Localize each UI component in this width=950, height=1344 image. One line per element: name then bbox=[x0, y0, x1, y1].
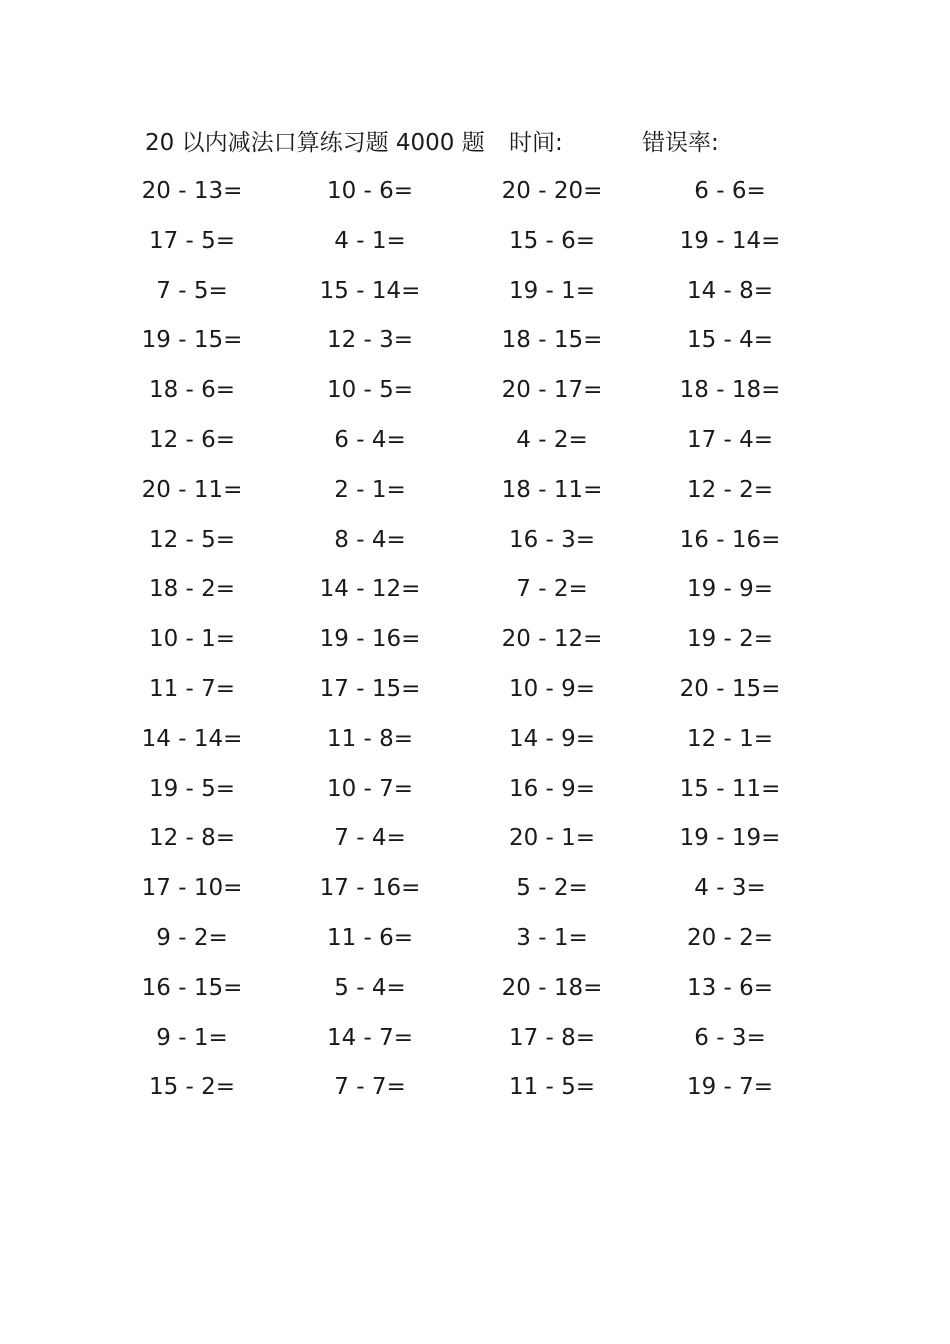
problem: 12 - 1= bbox=[686, 725, 774, 752]
problem: 3 - 1= bbox=[516, 924, 588, 951]
problem: 17 - 4= bbox=[686, 426, 774, 453]
problem: 12 - 3= bbox=[326, 327, 414, 354]
problem: 12 - 5= bbox=[148, 526, 236, 553]
problem: 6 - 4= bbox=[334, 426, 406, 453]
problem: 20 - 20= bbox=[501, 178, 603, 204]
problem-row bbox=[0, 664, 950, 714]
problem: 9 - 1= bbox=[156, 1024, 228, 1051]
problem: 15 - 2= bbox=[148, 1074, 236, 1101]
problem: 14 - 8= bbox=[686, 277, 774, 304]
problem-row bbox=[0, 216, 950, 266]
worksheet-title: 20 以内减法口算练习题 4000 题 bbox=[145, 130, 485, 156]
problem: 11 - 5= bbox=[508, 1074, 596, 1101]
problem: 19 - 2= bbox=[686, 626, 774, 653]
problem: 11 - 6= bbox=[326, 924, 414, 951]
problem: 16 - 9= bbox=[508, 775, 596, 802]
problem: 11 - 8= bbox=[326, 725, 414, 752]
problem: 17 - 5= bbox=[148, 227, 236, 254]
problem-row bbox=[0, 564, 950, 614]
problem: 20 - 11= bbox=[141, 476, 243, 503]
problem: 17 - 8= bbox=[508, 1024, 596, 1051]
problem: 20 - 15= bbox=[679, 675, 781, 702]
problem: 7 - 2= bbox=[516, 576, 588, 603]
problem-grid bbox=[0, 166, 950, 1112]
problem: 4 - 3= bbox=[694, 875, 766, 902]
problem: 19 - 7= bbox=[686, 1074, 774, 1101]
problem: 14 - 9= bbox=[508, 725, 596, 752]
problem: 18 - 15= bbox=[501, 327, 603, 354]
problem-row bbox=[0, 1013, 950, 1063]
problem: 12 - 2= bbox=[686, 476, 774, 503]
problem-row bbox=[0, 963, 950, 1013]
problem: 16 - 16= bbox=[679, 526, 781, 553]
problem: 19 - 1= bbox=[508, 277, 596, 304]
problem: 5 - 4= bbox=[334, 974, 406, 1001]
problem: 10 - 7= bbox=[326, 775, 414, 802]
problem: 12 - 6= bbox=[148, 426, 236, 453]
problem: 15 - 14= bbox=[319, 277, 421, 304]
problem: 15 - 11= bbox=[679, 775, 781, 802]
problem: 15 - 4= bbox=[686, 327, 774, 354]
problem: 20 - 1= bbox=[508, 825, 596, 852]
problem: 20 - 17= bbox=[501, 377, 603, 404]
time-label: 时间: bbox=[509, 130, 563, 156]
problem: 5 - 2= bbox=[516, 875, 588, 902]
problem: 4 - 2= bbox=[516, 426, 588, 453]
problem: 13 - 6= bbox=[686, 974, 774, 1001]
problem-row bbox=[0, 714, 950, 764]
problem: 18 - 11= bbox=[501, 476, 603, 503]
problem: 2 - 1= bbox=[334, 476, 406, 503]
problem-row bbox=[0, 415, 950, 465]
problem: 6 - 3= bbox=[694, 1024, 766, 1051]
problem: 19 - 14= bbox=[679, 227, 781, 254]
problem-row bbox=[0, 913, 950, 963]
error-rate-label: 错误率: bbox=[642, 130, 719, 156]
problem-row bbox=[0, 166, 950, 216]
problem-row bbox=[0, 365, 950, 415]
problem: 9 - 2= bbox=[156, 924, 228, 951]
problem: 19 - 16= bbox=[319, 626, 421, 653]
problem-row bbox=[0, 764, 950, 814]
problem: 15 - 6= bbox=[508, 227, 596, 254]
problem: 19 - 19= bbox=[679, 825, 781, 852]
problem: 17 - 10= bbox=[141, 875, 243, 902]
problem-row bbox=[0, 813, 950, 863]
problem: 4 - 1= bbox=[334, 227, 406, 254]
problem: 19 - 9= bbox=[686, 576, 774, 603]
problem: 19 - 15= bbox=[141, 327, 243, 354]
problem: 20 - 18= bbox=[501, 974, 603, 1001]
problem: 10 - 6= bbox=[326, 178, 414, 204]
problem: 10 - 1= bbox=[148, 626, 236, 653]
problem: 18 - 2= bbox=[148, 576, 236, 603]
problem: 6 - 6= bbox=[694, 178, 766, 204]
problem: 7 - 5= bbox=[156, 277, 228, 304]
problem-row bbox=[0, 315, 950, 365]
problem: 17 - 16= bbox=[319, 875, 421, 902]
problem: 14 - 7= bbox=[326, 1024, 414, 1051]
problem: 7 - 7= bbox=[334, 1074, 406, 1101]
problem: 18 - 6= bbox=[148, 377, 236, 404]
problem-row bbox=[0, 465, 950, 515]
problem: 14 - 14= bbox=[141, 725, 243, 752]
problem: 18 - 18= bbox=[679, 377, 781, 404]
problem: 17 - 15= bbox=[319, 675, 421, 702]
problem: 20 - 12= bbox=[501, 626, 603, 653]
problem: 14 - 12= bbox=[319, 576, 421, 603]
problem: 20 - 13= bbox=[141, 178, 243, 204]
problem: 16 - 3= bbox=[508, 526, 596, 553]
problem: 19 - 5= bbox=[148, 775, 236, 802]
problem-row bbox=[0, 266, 950, 316]
problem: 12 - 8= bbox=[148, 825, 236, 852]
problem-row bbox=[0, 515, 950, 565]
problem-row bbox=[0, 863, 950, 913]
problem: 7 - 4= bbox=[334, 825, 406, 852]
problem-row bbox=[0, 614, 950, 664]
problem: 11 - 7= bbox=[148, 675, 236, 702]
problem: 16 - 15= bbox=[141, 974, 243, 1001]
problem: 8 - 4= bbox=[334, 526, 406, 553]
problem: 20 - 2= bbox=[686, 924, 774, 951]
worksheet-header bbox=[145, 126, 845, 160]
problem-row bbox=[0, 1062, 950, 1112]
problem: 10 - 9= bbox=[508, 675, 596, 702]
problem: 10 - 5= bbox=[326, 377, 414, 404]
